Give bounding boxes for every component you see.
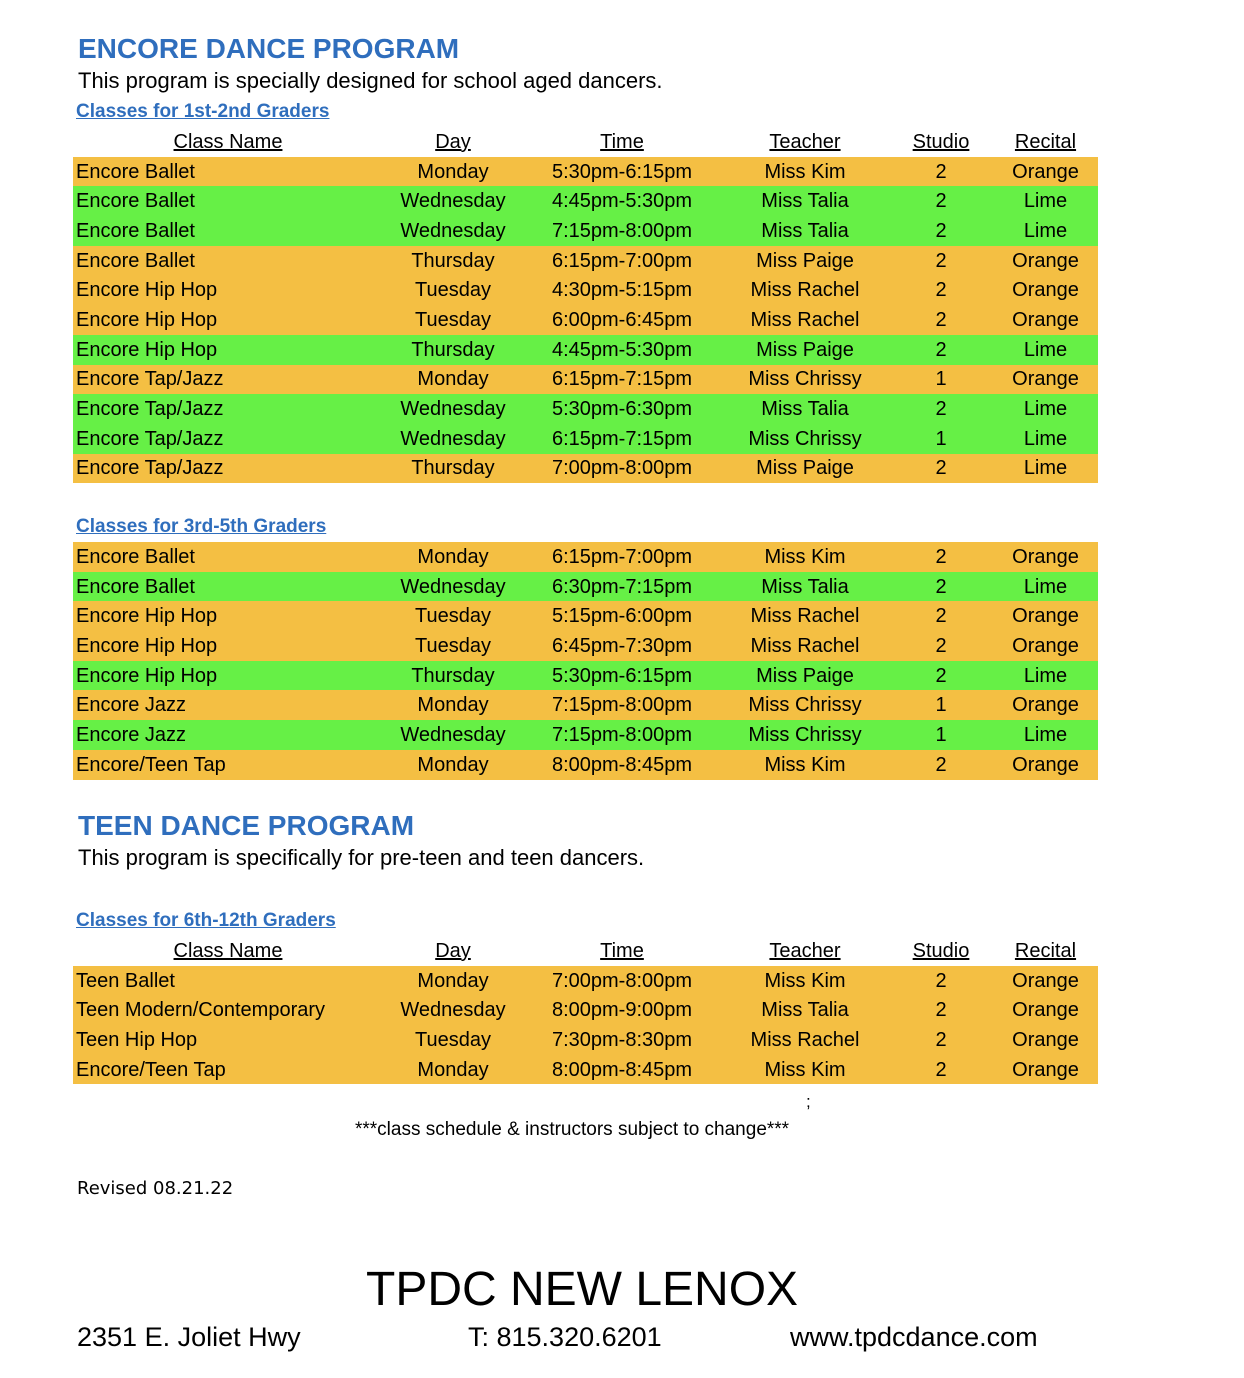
recital-cell: Orange (1012, 249, 1079, 272)
table-row (73, 572, 1098, 602)
day-cell: Thursday (411, 664, 495, 687)
time-cell: 4:45pm-5:30pm (551, 190, 693, 213)
table-row (73, 424, 1098, 454)
day-cell: Monday (417, 368, 489, 391)
col-class-name: Class Name (173, 130, 283, 153)
teacher-cell: Miss Chrissy (748, 694, 862, 717)
teacher-cell: Miss Kim (764, 545, 846, 568)
studio-cell: 2 (935, 308, 947, 331)
col-day: Day (435, 130, 471, 153)
table-row (73, 631, 1098, 661)
recital-cell: Orange (1012, 545, 1079, 568)
table-row (73, 750, 1098, 780)
studio-cell: 2 (935, 999, 947, 1022)
class-name-cell: Encore Hip Hop (76, 308, 218, 331)
table-header (73, 936, 1098, 966)
class-name-cell: Teen Hip Hop (76, 1028, 198, 1051)
recital-cell: Orange (1012, 279, 1079, 302)
studio-cell: 2 (935, 545, 947, 568)
teacher-cell: Miss Talia (761, 999, 849, 1022)
col-teacher: Teacher (769, 130, 841, 153)
table-body (73, 966, 1098, 1085)
studio-cell: 2 (935, 219, 947, 242)
recital-cell: Lime (1023, 457, 1068, 480)
table-row (73, 454, 1098, 484)
day-cell: Monday (417, 1058, 489, 1081)
studio-cell: 2 (935, 160, 947, 183)
studio-cell: 2 (935, 753, 947, 776)
day-cell: Wednesday (400, 575, 506, 598)
link-6th-12th-graders[interactable]: Classes for 6th-12th Graders (76, 910, 336, 931)
studio-cell: 2 (935, 249, 947, 272)
col-studio: Studio (912, 130, 970, 153)
time-cell: 8:00pm-8:45pm (551, 753, 693, 776)
recital-cell: Orange (1012, 160, 1079, 183)
time-cell: 6:15pm-7:00pm (551, 545, 693, 568)
encore-program-title: ENCORE DANCE PROGRAM (78, 33, 460, 64)
table-row (73, 661, 1098, 691)
recital-cell: Orange (1012, 1028, 1079, 1051)
teacher-cell: Miss Rachel (750, 1028, 860, 1051)
teacher-cell: Miss Talia (761, 575, 849, 598)
schedule-disclaimer: ***class schedule & instructors subject to change*** (355, 1119, 790, 1140)
class-name-cell: Encore Ballet (76, 249, 195, 272)
link-1st-2nd-graders[interactable]: Classes for 1st-2nd Graders (76, 101, 330, 122)
stray-semicolon: ; (806, 1092, 811, 1111)
recital-cell: Orange (1012, 605, 1079, 628)
recital-cell: Lime (1023, 575, 1068, 598)
studio-cell: 2 (935, 969, 947, 992)
day-cell: Wednesday (400, 190, 506, 213)
studio-cell: 2 (935, 457, 947, 480)
time-cell: 5:15pm-6:00pm (551, 605, 693, 628)
class-name-cell: Encore Tap/Jazz (76, 427, 224, 450)
table-row (73, 305, 1098, 335)
day-cell: Tuesday (415, 308, 491, 331)
time-cell: 8:00pm-9:00pm (551, 999, 693, 1022)
recital-cell: Orange (1012, 753, 1079, 776)
recital-cell: Orange (1012, 1058, 1079, 1081)
day-cell: Monday (417, 969, 489, 992)
recital-cell: Lime (1023, 398, 1068, 421)
teacher-cell: Miss Kim (764, 753, 846, 776)
table-row (73, 542, 1098, 572)
teacher-cell: Miss Rachel (750, 634, 860, 657)
teacher-cell: Miss Rachel (750, 308, 860, 331)
class-name-cell: Encore Hip Hop (76, 279, 218, 302)
time-cell: 7:15pm-8:00pm (551, 694, 693, 717)
link-3rd-5th-graders[interactable]: Classes for 3rd-5th Graders (76, 516, 327, 537)
time-cell: 4:30pm-5:15pm (551, 279, 693, 302)
teacher-cell: Miss Paige (756, 338, 854, 361)
teacher-cell: Miss Talia (761, 398, 849, 421)
day-cell: Thursday (411, 457, 495, 480)
table-row (73, 394, 1098, 424)
day-cell: Monday (417, 160, 489, 183)
table-row (73, 365, 1098, 395)
studio-address: 2351 E. Joliet Hwy (77, 1322, 301, 1352)
class-name-cell: Teen Ballet (76, 969, 175, 992)
day-cell: Thursday (411, 338, 495, 361)
teacher-cell: Miss Talia (761, 219, 849, 242)
day-cell: Tuesday (415, 605, 491, 628)
time-cell: 7:30pm-8:30pm (551, 1028, 693, 1051)
day-cell: Tuesday (415, 279, 491, 302)
table-row (73, 966, 1098, 996)
time-cell: 6:45pm-7:30pm (551, 634, 693, 657)
teen-program-description: This program is specifically for pre-teen and teen dancers. (78, 845, 645, 870)
class-name-cell: Encore/Teen Tap (76, 753, 226, 776)
studio-phone: T: 815.320.6201 (468, 1322, 662, 1352)
col-teacher: Teacher (769, 939, 841, 962)
day-cell: Wednesday (400, 219, 506, 242)
recital-cell: Lime (1023, 219, 1068, 242)
table-row (73, 186, 1098, 216)
teacher-cell: Miss Chrissy (748, 427, 862, 450)
teacher-cell: Miss Kim (764, 969, 846, 992)
class-name-cell: Encore Ballet (76, 190, 195, 213)
day-cell: Monday (417, 545, 489, 568)
studio-cell: 2 (935, 1058, 947, 1081)
table-row (73, 335, 1098, 365)
studio-cell: 2 (935, 605, 947, 628)
day-cell: Monday (417, 753, 489, 776)
studio-website: www.tpdcdance.com (790, 1322, 1038, 1352)
time-cell: 7:00pm-8:00pm (551, 969, 693, 992)
studio-cell: 2 (935, 279, 947, 302)
time-cell: 7:15pm-8:00pm (551, 219, 693, 242)
time-cell: 4:45pm-5:30pm (551, 338, 693, 361)
time-cell: 5:30pm-6:30pm (551, 398, 693, 421)
teacher-cell: Miss Talia (761, 190, 849, 213)
table-body (73, 542, 1098, 780)
recital-cell: Orange (1012, 634, 1079, 657)
class-name-cell: Encore Hip Hop (76, 634, 218, 657)
recital-cell: Orange (1012, 694, 1079, 717)
time-cell: 5:30pm-6:15pm (551, 160, 693, 183)
table-row (73, 1055, 1098, 1085)
recital-cell: Lime (1023, 664, 1068, 687)
teacher-cell: Miss Chrissy (748, 368, 862, 391)
studio-cell: 2 (935, 398, 947, 421)
class-name-cell: Encore/Teen Tap (76, 1058, 226, 1081)
table-row (73, 720, 1098, 750)
time-cell: 6:00pm-6:45pm (551, 308, 693, 331)
time-cell: 7:15pm-8:00pm (551, 723, 693, 746)
class-name-cell: Encore Ballet (76, 219, 195, 242)
teacher-cell: Miss Paige (756, 249, 854, 272)
table-body (73, 157, 1098, 484)
table-row (73, 246, 1098, 276)
class-name-cell: Encore Jazz (76, 694, 187, 717)
time-cell: 6:15pm-7:15pm (551, 368, 693, 391)
teacher-cell: Miss Kim (764, 1058, 846, 1081)
class-name-cell: Encore Hip Hop (76, 664, 218, 687)
studio-cell: 2 (935, 634, 947, 657)
recital-cell: Lime (1023, 427, 1068, 450)
col-day: Day (435, 939, 471, 962)
table-header (73, 127, 1098, 157)
schedule-table-3rd-5th (73, 542, 1098, 780)
studio-cell: 2 (935, 338, 947, 361)
teacher-cell: Miss Paige (756, 664, 854, 687)
teen-program-title: TEEN DANCE PROGRAM (78, 810, 415, 841)
table-row (73, 1025, 1098, 1055)
schedule-table-1st-2nd (73, 127, 1098, 483)
studio-cell: 1 (935, 368, 947, 391)
day-cell: Wednesday (400, 398, 506, 421)
class-name-cell: Encore Tap/Jazz (76, 398, 224, 421)
col-recital: Recital (1014, 130, 1077, 153)
table-row (73, 995, 1098, 1025)
table-row (73, 690, 1098, 720)
class-name-cell: Teen Modern/Contemporary (76, 999, 326, 1022)
day-cell: Wednesday (400, 999, 506, 1022)
class-name-cell: Encore Hip Hop (76, 338, 218, 361)
time-cell: 8:00pm-8:45pm (551, 1058, 693, 1081)
time-cell: 5:30pm-6:15pm (551, 664, 693, 687)
studio-cell: 2 (935, 575, 947, 598)
recital-cell: Orange (1012, 999, 1079, 1022)
class-name-cell: Encore Ballet (76, 575, 195, 598)
table-row (73, 275, 1098, 305)
teacher-cell: Miss Rachel (750, 605, 860, 628)
class-name-cell: Encore Tap/Jazz (76, 368, 224, 391)
day-cell: Tuesday (415, 1028, 491, 1051)
studio-cell: 1 (935, 694, 947, 717)
day-cell: Thursday (411, 249, 495, 272)
recital-cell: Lime (1023, 338, 1068, 361)
time-cell: 6:15pm-7:00pm (551, 249, 693, 272)
recital-cell: Orange (1012, 308, 1079, 331)
time-cell: 7:00pm-8:00pm (551, 457, 693, 480)
day-cell: Wednesday (400, 427, 506, 450)
class-name-cell: Encore Ballet (76, 160, 195, 183)
encore-program-description: This program is specially designed for school aged dancers. (78, 68, 663, 93)
col-recital: Recital (1014, 939, 1077, 962)
revised-date: Revised 08.21.22 (77, 1178, 234, 1199)
table-row (73, 157, 1098, 187)
teacher-cell: Miss Paige (756, 457, 854, 480)
studio-cell: 1 (935, 723, 947, 746)
day-cell: Monday (417, 694, 489, 717)
col-time: Time (600, 939, 644, 962)
recital-cell: Orange (1012, 368, 1079, 391)
recital-cell: Lime (1023, 190, 1068, 213)
teacher-cell: Miss Chrissy (748, 723, 862, 746)
col-time: Time (600, 130, 644, 153)
recital-cell: Orange (1012, 969, 1079, 992)
col-studio: Studio (912, 939, 970, 962)
teacher-cell: Miss Rachel (750, 279, 860, 302)
recital-cell: Lime (1023, 723, 1068, 746)
studio-cell: 1 (935, 427, 947, 450)
studio-cell: 2 (935, 190, 947, 213)
class-name-cell: Encore Ballet (76, 545, 195, 568)
table-row (73, 601, 1098, 631)
table-row (73, 216, 1098, 246)
col-class-name: Class Name (173, 939, 283, 962)
day-cell: Tuesday (415, 634, 491, 657)
studio-brand-name: TPDC NEW LENOX (366, 1263, 799, 1316)
class-name-cell: Encore Jazz (76, 723, 187, 746)
class-name-cell: Encore Hip Hop (76, 605, 218, 628)
schedule-table-6th-12th (73, 936, 1098, 1084)
studio-cell: 2 (935, 664, 947, 687)
studio-cell: 2 (935, 1028, 947, 1051)
day-cell: Wednesday (400, 723, 506, 746)
time-cell: 6:30pm-7:15pm (551, 575, 693, 598)
teacher-cell: Miss Kim (764, 160, 846, 183)
time-cell: 6:15pm-7:15pm (551, 427, 693, 450)
class-name-cell: Encore Tap/Jazz (76, 457, 224, 480)
